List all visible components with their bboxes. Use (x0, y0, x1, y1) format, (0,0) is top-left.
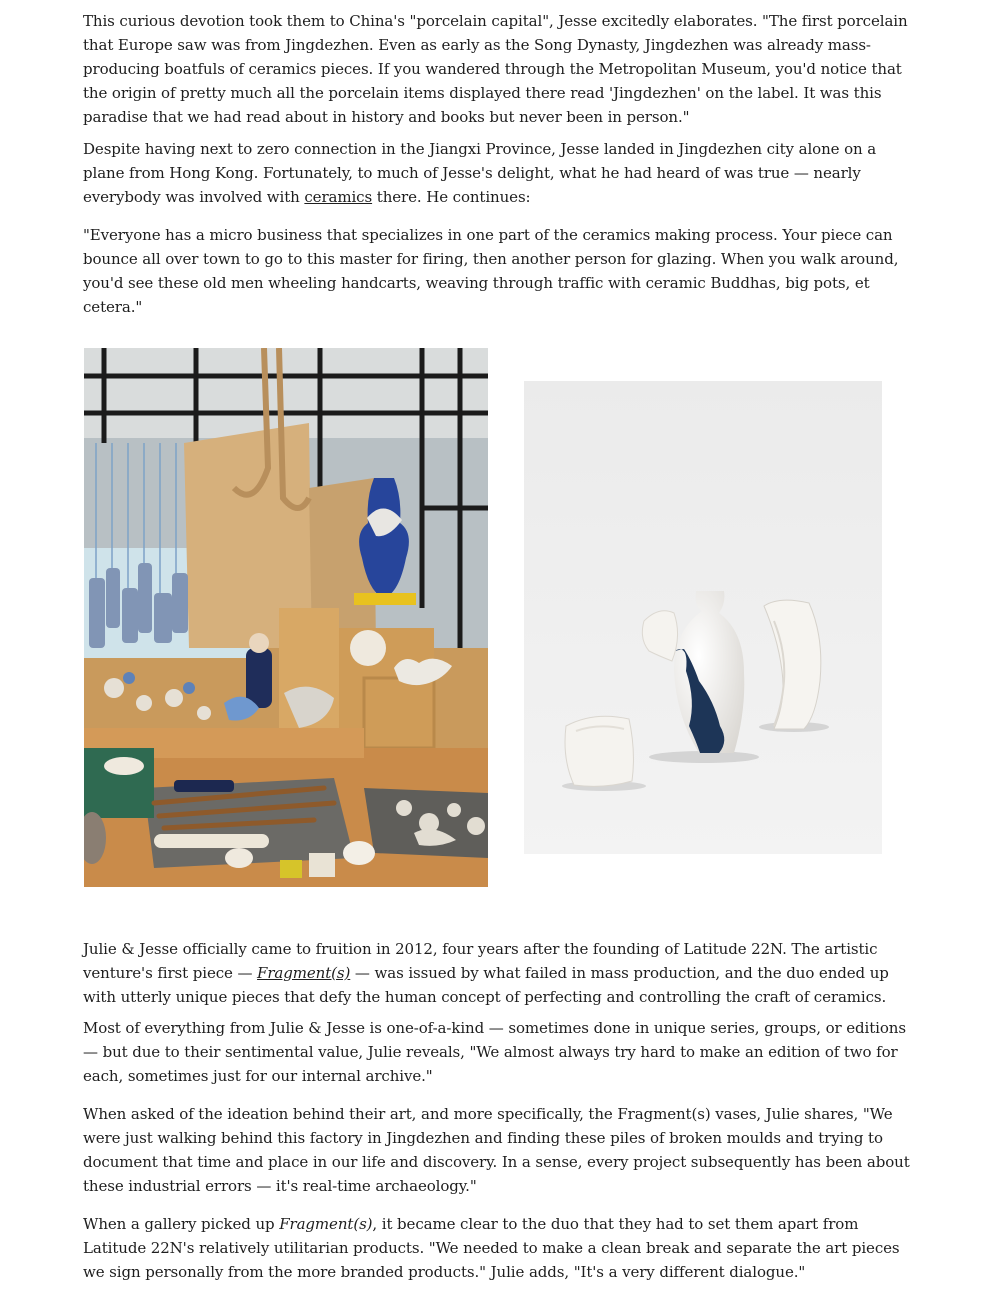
paragraph-text-start: Despite having next to zero connection in the Jiangxi Province, Jesse landed in Jingdezhen city alone on a plane from Hong Kong. Fortunately, to much of Jesse's delight, what he had heard of was true — nearly everybody was involved with (83, 140, 877, 206)
paragraph-ideation (83, 1102, 919, 1198)
fragments-vase-photo (524, 381, 882, 854)
studio-photo-image (84, 348, 488, 887)
paragraph-gallery (83, 1212, 919, 1284)
fragments-link-text: Fragment(s) (257, 964, 351, 982)
paragraph-arrival (83, 137, 919, 209)
studio-photo (84, 348, 488, 887)
quote-micro-business (83, 223, 919, 319)
paragraph-one-of-a-kind (83, 1016, 919, 1088)
paragraph-text-end: there. He continues: (372, 188, 531, 206)
paragraph-text (83, 1212, 919, 1284)
fragments-vase-image (524, 381, 882, 854)
fragments-link[interactable] (257, 964, 350, 982)
paragraph-text-start: Julie & Jesse officially came to fruition in 2012, four years after the founding of Latitude 22N. The artistic venture's first piece — (83, 940, 878, 982)
paragraph-text: When asked of the ideation behind their art, and more specifically, the Fragment(s) vases, Julie shares, "We were just walking behind this factory in Jingdezhen and finding these piles of broken moulds and trying to document that time and place in our life and discovery. In a sense, every project subsequently has been about these industrial errors — it's real-time archaeology." (83, 1105, 910, 1195)
paragraph-text-start: When a gallery picked up (83, 1215, 280, 1233)
paragraph-text: "Everyone has a micro business that specializes in one part of the ceramics making process. Your piece can bounce all over town to go to this master for firing, then another person for glazing. When you walk around, you'd see these old men wheeling handcarts, weaving through traffic with ceramic Buddhas, big pots, et cetera." (83, 226, 899, 316)
ceramics-link[interactable]: ceramics (304, 188, 373, 206)
fragments-title: Fragment(s) (279, 1215, 373, 1233)
paragraph-text (83, 137, 919, 209)
paragraph-text: Most of everything from Julie & Jesse is one-of-a-kind — sometimes done in unique series, groups, or editions — but due to their sentimental value, Julie reveals, "We almost always try hard to make an edition of two for each, sometimes just for our internal archive." (83, 1019, 906, 1085)
paragraph-text-end: — was issued by what failed in mass production, and the duo ended up with utterly unique pieces that defy the human concept of perfecting and controlling the craft of ceramics. (83, 964, 889, 1006)
paragraph-text (83, 937, 919, 1009)
paragraph-jingdezhen-history (83, 9, 919, 129)
paragraph-founding (83, 937, 919, 1009)
paragraph-text: This curious devotion took them to China's "porcelain capital", Jesse excitedly elaborates. "The first porcelain that Europe saw was from Jingdezhen. Even as early as the Song Dynasty, Jingdezhen was already mass-producing boatfuls of ceramics pieces. If you wandered through the Metropolitan Museum, you'd notice that the origin of pretty much all the porcelain items displayed there read 'Jingdezhen' on the label. It was this paradise that we had read about in history and books but never been in person." (83, 12, 908, 126)
paragraph-text-end: , it became clear to the duo that they had to set them apart from Latitude 22N's relatively utilitarian products. "We needed to make a clean break and separate the art pieces we sign personally from the more branded products." Julie adds, "It's a very different dialogue." (83, 1215, 900, 1281)
